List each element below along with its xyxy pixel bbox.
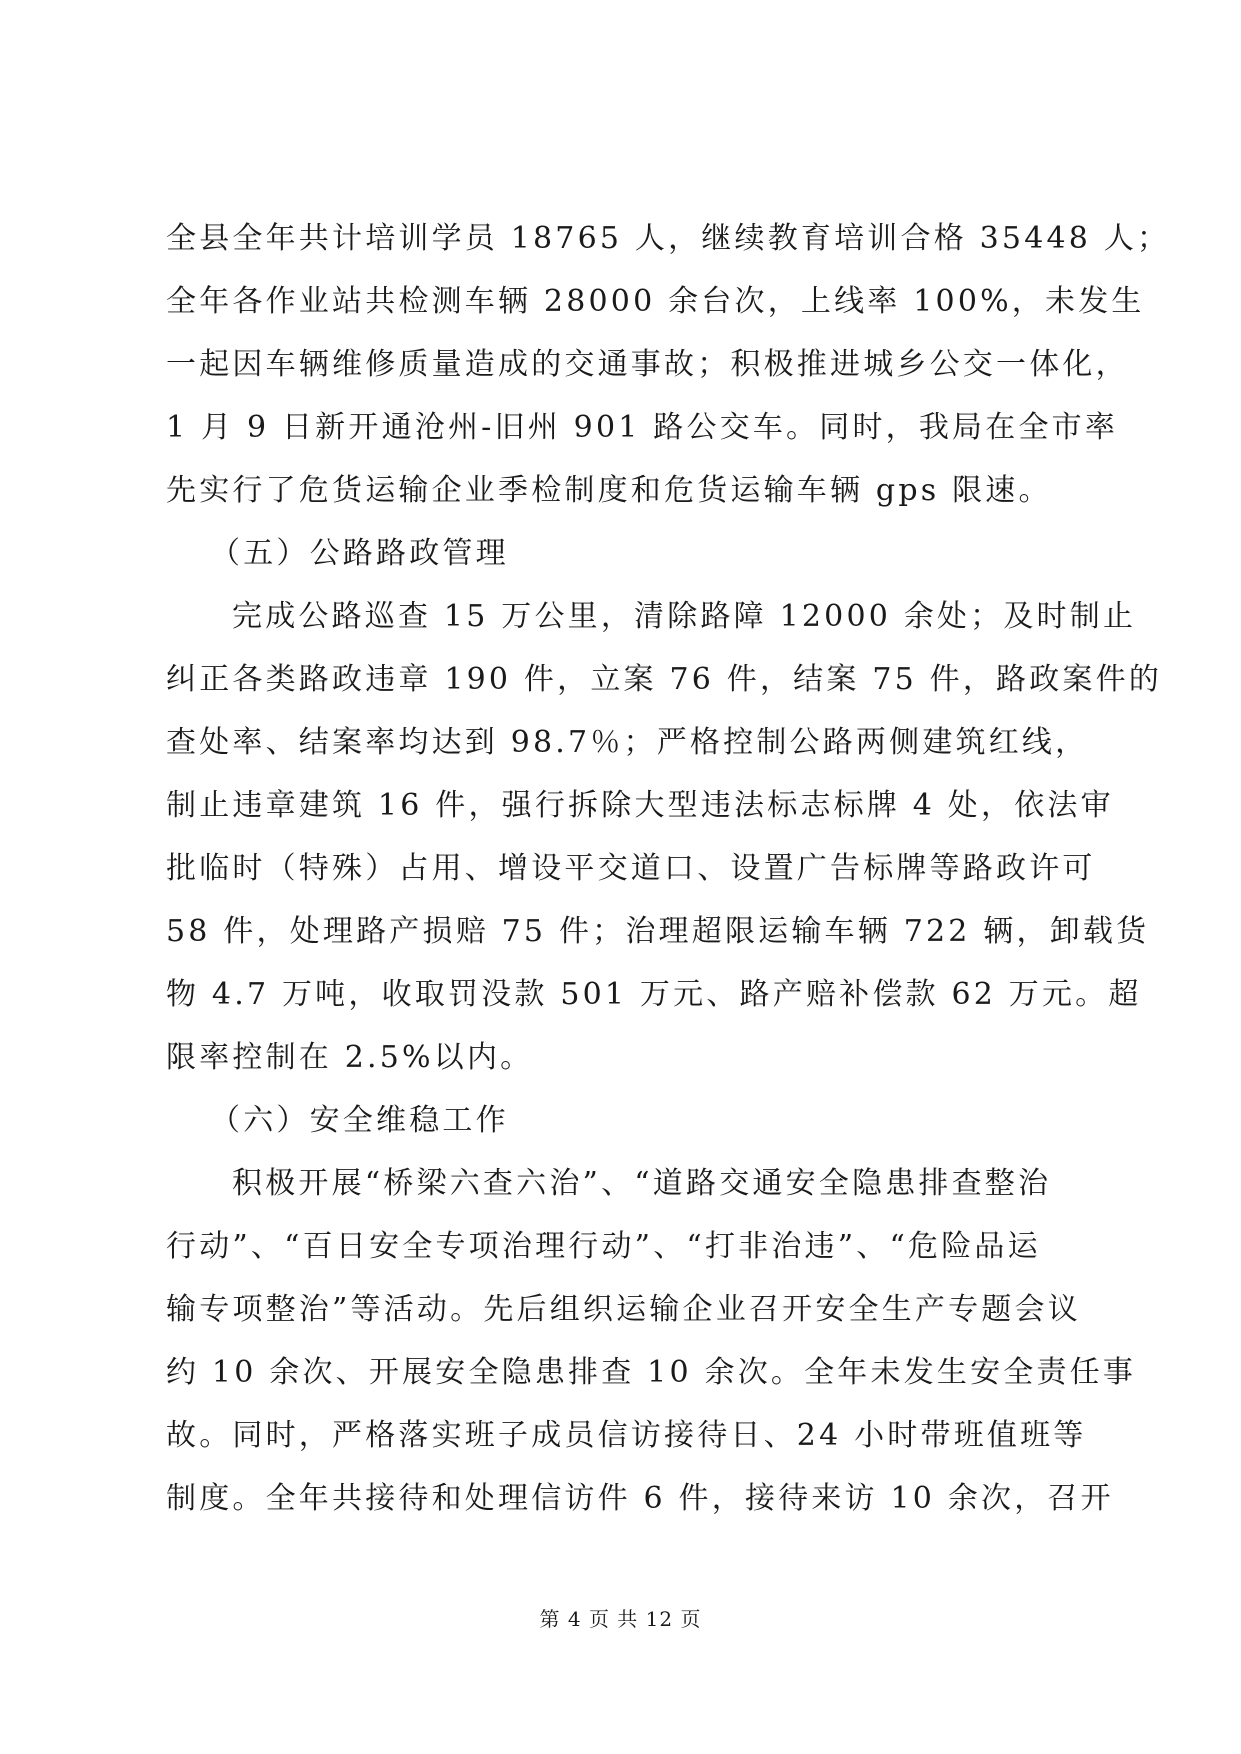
text-line: 一起因车辆维修质量造成的交通事故；积极推进城乡公交一体化，	[166, 347, 1129, 382]
section-heading: （五）公路路政管理	[210, 536, 509, 571]
text-line: 先实行了危货运输企业季检制度和危货运输车辆 gps 限速。	[166, 473, 1052, 508]
text-line: 58 件，处理路产损赔 75 件；治理超限运输车辆 722 辆，卸载货	[166, 914, 1150, 949]
section-heading: （六）安全维稳工作	[210, 1103, 509, 1138]
text-line: 制止违章建筑 16 件，强行拆除大型违法标志标牌 4 处，依法审	[166, 788, 1114, 823]
text-line: 批临时（特殊）占用、增设平交道口、设置广告标牌等路政许可	[166, 851, 1096, 886]
text-line: 完成公路巡查 15 万公里，清除路障 12000 余处；及时制止	[232, 599, 1137, 634]
text-line: 全县全年共计培训学员 18765 人，继续教育培训合格 35448 人；	[166, 221, 1171, 256]
text-line: 物 4.7 万吨，收取罚没款 501 万元、路产赔补偿款 62 万元。超	[166, 977, 1142, 1012]
text-line: 限率控制在 2.5%以内。	[166, 1040, 534, 1075]
text-line: 查处率、结案率均达到 98.7％；严格控制公路两侧建筑红线，	[166, 725, 1089, 760]
text-line: 纠正各类路政违章 190 件，立案 76 件，结案 75 件，路政案件的	[166, 662, 1163, 697]
text-line: 制度。全年共接待和处理信访件 6 件，接待来访 10 余次，召开	[166, 1481, 1114, 1516]
text-line: 输专项整治”等活动。先后组织运输企业召开安全生产专题会议	[166, 1292, 1081, 1327]
text-line: 行动”、“百日安全专项治理行动”、“打非治违”、“危险品运	[166, 1229, 1041, 1264]
body-text	[166, 207, 1171, 1530]
page-number-footer: 第 4 页 共 12 页	[539, 1607, 702, 1631]
text-line: 1 月 9 日新开通沧州-旧州 901 路公交车。同时，我局在全市率	[166, 410, 1119, 445]
text-line: 故。同时，严格落实班子成员信访接待日、24 小时带班值班等	[166, 1418, 1087, 1453]
text-line: 约 10 余次、开展安全隐患排查 10 余次。全年未发生安全责任事	[166, 1355, 1137, 1390]
text-line: 全年各作业站共检测车辆 28000 余台次，上线率 100%，未发生	[166, 284, 1145, 319]
text-line: 积极开展“桥梁六查六治”、“道路交通安全隐患排查整治	[232, 1166, 1052, 1201]
